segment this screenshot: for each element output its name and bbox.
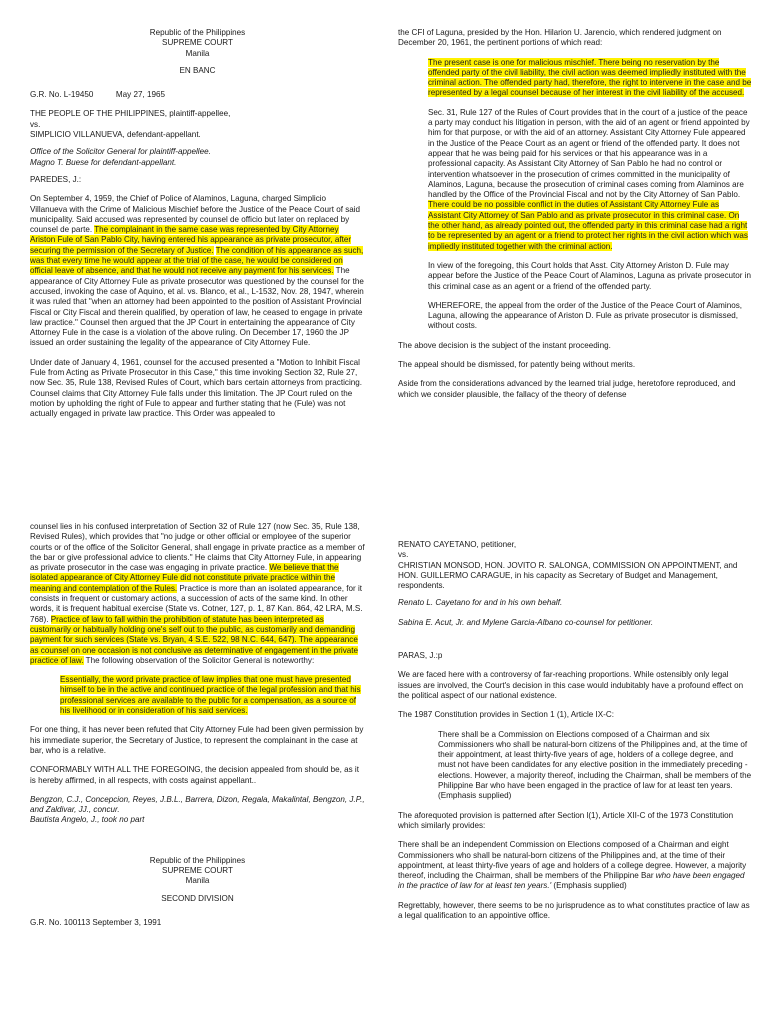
header-line: Republic of the Philippines [149, 855, 246, 865]
block-quote [428, 58, 752, 99]
paragraph: the CFI of Laguna, presided by the Hon. Hilarion U. Jarencio, which rendered judgment on December 20, 1961, the pertinent portions of which read: [398, 28, 722, 48]
paragraph: There shall be an independent Commission on Elections composed of a Chairman and eight Commissioners who shall be natural-born citizens of the Philippines and, at the time of their appointment, at least thirty-five years of age and holders of a college degree. However, a majority thereof, including the Chairman, shall be members of the Philippine Bar who have been engaged in the practice of law for at least ten years.' (Emphasis supplied) [398, 840, 747, 891]
highlight: Practice of law to fall within the prohibition of statute has been interpreted as customarily or habitually holding one's self out to the public, as customarily and demanding payment for such services (State vs. Bryan, 4 S.E. 522, 98 N.C. 644, 647). The appearance as counsel on one occasion is not conclusive as determinative of engagement in the private practice of law. [30, 614, 358, 665]
page-1-text [30, 28, 365, 429]
party-line: THE PEOPLE OF THE PHILIPPINES, plaintiff-appellee, [30, 109, 231, 119]
parties-block [30, 109, 365, 140]
paragraph: For one thing, it has never been refuted that City Attorney Fule had been given permission by his immediate superior, the Secretary of Justice, to represent the complainant in the case at bar, who is a relative. [30, 725, 364, 755]
counsel-line: Sabina E. Acut, Jr. and Mylene Garcia-Albano co-counsel for petitioner. [398, 617, 654, 627]
case-number: G.R. No. 100113 September 3, 1991 [30, 917, 162, 927]
concurrence: Bengzon, C.J., Concepcion, Reyes, J.B.L., Barrera, Dizon, Regala, Makalintal, Bengzon, J.P., and Zaldivar, JJ., concur. [30, 794, 365, 815]
ponente: PARAS, J.:p [398, 651, 443, 661]
paragraph: The aforequoted provision is patterned after Section l(1), Article XII-C of the 1973 Constitution which similarly provides: [398, 810, 734, 830]
paragraph: The appeal should be dismissed, for patently being without merits. [398, 360, 636, 370]
party-line: vs. [30, 119, 41, 129]
parties-block [398, 540, 752, 591]
paragraph: Aside from the considerations advanced by the learned trial judge, heretofore reproduced, and which we consider plausible, the fallacy of the theory of defense [398, 379, 736, 399]
division-label: SECOND DIVISION [161, 893, 234, 903]
block-quote: There shall be a Commission on Elections composed of a Chairman and six Commissioners who shall be natural-born citizens of the Philippines and, at the time of their appointment, at least thirty-five years of age, holders of a college degree, and must not have been candidates for any elective position in the immediately preceding -elections. However, a majority thereof, including the Chairman, shall be members of the Philippine Bar who have been engaged in the practice of law for at least ten years. (Emphasis supplied) [438, 729, 752, 801]
paragraph: The above decision is the subject of the instant proceeding. [398, 340, 611, 350]
header-line: Republic of the Philippines [149, 28, 246, 37]
counsel-line: Office of the Solicitor General for plaintiff-appellee. [30, 147, 211, 157]
counsel-line: Renato L. Cayetano for and in his own behalf. [398, 598, 563, 608]
document-page-2 [384, 0, 768, 512]
paragraph: On September 4, 1959, the Chief of Police of Alaminos, Laguna, charged Simplicio Villanueva with the Crime of Malicious Mischief before the Justice of the Peace Court of said municipality. Said accused was represented by counsel de officio but later on replaced by counsel de parte. The complainant in the same case was represented by City Attorney Ariston Fule of San Pablo City, having entered his appearance as private prosecutor, after securing the permission of the Secretary of Justice. The condition of his appearance as such, was that every time he would appear at the trial of the case, he would be considered on official leave of absence, and that he would not receive any payment for his services. The appearance of City Attorney Fule as private prosecutor was questioned by the counsel for the accused, invoking the case of Aquino, et al. vs. Blanco, et al., L-1532, Nov. 28, 1947, wherein it was ruled that "when an attorney had been appointed to the position of Assistant Provincial Fiscal or City Fiscal and therein qualified, by operation of law, he ceased to engage in private law practice." Counsel then argued that the JP Court in entertaining the appearance of City Attorney Fule in the case is a violation of the above ruling. On December 17, 1960 the JP issued an order sustaining the legality of the appearance of City Attorney Fule. [30, 194, 364, 348]
paragraph: The 1987 Constitution provides in Section 1 (1), Article IX-C: [398, 710, 614, 720]
division-label: EN BANC [179, 65, 216, 75]
document-page-1 [0, 0, 384, 512]
ponente: PAREDES, J.: [30, 174, 82, 184]
block-quote [60, 675, 365, 716]
paragraph: Regrettably, however, there seems to be no jurisprudence as to what constitutes practice of law as a legal qualification to an appointive office. [398, 900, 750, 921]
highlight: The present case is one for malicious mischief. There being no reservation by the offended party of the civil liability, the civil action was deemed impliedly instituted with the criminal action. The offended party had, therefore, the right to intervene in the case and be represented by a legal counsel because of her interest in the civil liability of the accused. [428, 57, 752, 98]
paragraph: Under date of January 4, 1961, counsel for the accused presented a "Motion to Inhibit Fiscal Fule from Acting as Private Prosecutor in this Case," this time invoking Section 32, Rule 27, now Sec. 35, Rule 138, Revised Rules of Court, which bars certain attorneys from practicing. Counsel claims that City Attorney Fule falls under this limitation. The JP Court ruled on the motion by upholding the right of Fule to appear and further stating that he (Fule) was not actually engaged in private law practice. This Order was appealed to [30, 357, 362, 419]
block-quote: WHEREFORE, the appeal from the order of the Justice of the Peace Court of Alaminos, Laguna, allowing the appearance of Ariston D. Fule as private prosecutor is dismissed, without costs. [428, 300, 743, 331]
paragraph: counsel lies in his confused interpretation of Section 32 of Rule 127 (now Sec. 35, Rule 138, Revised Rules), which provides that "no judge or other official or employee of the superior courts or of the office of the Solicitor General, shall engage in private practice as a member of the bar or give professional advice to clients." He claims that City Attorney Fule, in appearing as private prosecutor in the case was engaging in private practice. We believe that the isolated appearance of City Attorney Fule did not constitute private practice within the meaning and contemplation of the Rules. Practice is more than an isolated appearance, for it consists in frequent or customary actions, a succession of acts of the same kind. In other words, it is frequent habitual exercise (State vs. Cotner, 127, p. 1, 87 Kan. 864, 42 LRA, M.S. 768). Practice of law to fall within the prohibition of statute has been interpreted as customarily or habitually holding one's self out to the public, as customarily and demanding payment for such services (State vs. Bryan, 4 S.E. 522, 98 N.C. 644, 647). The appearance as counsel on one occasion is not conclusive as determinative of engagement in the private practice of law. The following observation of the Solicitor General is noteworthy: [30, 522, 365, 665]
paragraph: We are faced here with a controversy of far-reaching proportions. While ostensibly only legal issues are involved, the Court's decision in this case would indubitably have a profound effect on the political aspect of our national existence. [398, 670, 744, 700]
header-line: Manila [185, 48, 210, 58]
document-page-4 [384, 512, 768, 1024]
paragraph: CONFORMABLY WITH ALL THE FOREGOING, the decision appealed from should be, as it is hereby affirmed, in all respects, with costs against appellant.. [30, 765, 359, 785]
case-number: G.R. No. L-19450 May 27, 1965 [30, 90, 165, 100]
highlight: There could be no possible conflict in the duties of Assistant City Attorney Fule as Assistant City Attorney of San Pablo and as private prosecutor in this criminal case. On the other hand, as already pointed out, the offended party in this criminal case had a right to be represented by an agent or a friend to protect her rights in the civil action which was impliedly instituted together with the criminal action. [428, 200, 748, 251]
party-line: vs. [398, 550, 409, 560]
highlight: We believe that the isolated appearance of City Attorney Fule did not constitute private practice within the meaning and contemplation of the Rules. [30, 563, 339, 593]
party-line: CHRISTIAN MONSOD, HON. JOVITO R. SALONGA, COMMISSION ON APPOINTMENT, and HON. GUILLERMO CARAGUE, in his capacity as Secretary of Budget and Management, respondents. [398, 560, 738, 591]
concurrence: Bautista Angelo, J., took no part [30, 815, 145, 825]
block-quote: Sec. 31, Rule 127 of the Rules of Court provides that in the court of a justice of the peace a party may conduct his litigation in person, with the aid of an agent or friend appointed by him for that purpose, or with the aid of an attorney. Assistant City Attorney Fule appeared in the Justice of the Peace Court as an agent or friend of the offended party. It does not appear that he was being paid for his services or that his appearance was in a professional capacity. As Assistant City Attorney of San Pablo he had no control or intervention whatsoever in the prosecution of crimes committed in the municipality of Alaminos, Laguna, because the prosecution of criminal cases coming from Alaminos are handled by the Office of the Provincial Fiscal and not by the City Attorney of San Pablo. There could be no possible conflict in the duties of Assistant City Attorney Fule as Assistant City Attorney of San Pablo and as private prosecutor in this criminal case. On the other hand, as already pointed out, the offended party in this criminal case had a right to be represented by an agent or a friend to protect her rights in the civil action which was impliedly instituted together with the criminal action. [428, 107, 750, 251]
highlight: Essentially, the word private practice of law implies that one must have presented himself to be in the active and continued practice of the legal profession and that his professional services are available to the public for a compensation, as a source of his livelihood or in consideration of his said services. [60, 675, 361, 716]
highlight: The condition of his appearance as such, was that every time he would appear at the trial of the case, he would be considered on official leave of absence, and that he would not receive any payment for his services. [30, 245, 364, 276]
page-3-text [30, 522, 365, 937]
court-header [30, 856, 365, 887]
page-4-text [398, 540, 752, 930]
page-2-text [398, 28, 752, 409]
counsel-line: Magno T. Buese for defendant-appellant. [30, 157, 177, 167]
header-line: SUPREME COURT [162, 38, 233, 48]
court-header [30, 28, 365, 59]
highlight: The complainant in the same case was represented by City Attorney Ariston Fule of San Pablo City, having entered his appearance as private prosecutor, after securing the permission of the Secretary of Justice. [30, 225, 352, 255]
document-page-3 [0, 512, 384, 1024]
party-line: RENATO CAYETANO, petitioner, [398, 540, 517, 549]
header-line: Manila [185, 876, 210, 886]
block-quote: In view of the foregoing, this Court holds that Asst. City Attorney Ariston D. Fule may appear before the Justice of the Peace Court of Alaminos, Laguna as private prosecutor in this criminal case as an agent or a friend of the offended party. [428, 260, 752, 291]
party-line: SIMPLICIO VILLANUEVA, defendant-appellant. [30, 130, 201, 140]
header-line: SUPREME COURT [162, 866, 233, 876]
